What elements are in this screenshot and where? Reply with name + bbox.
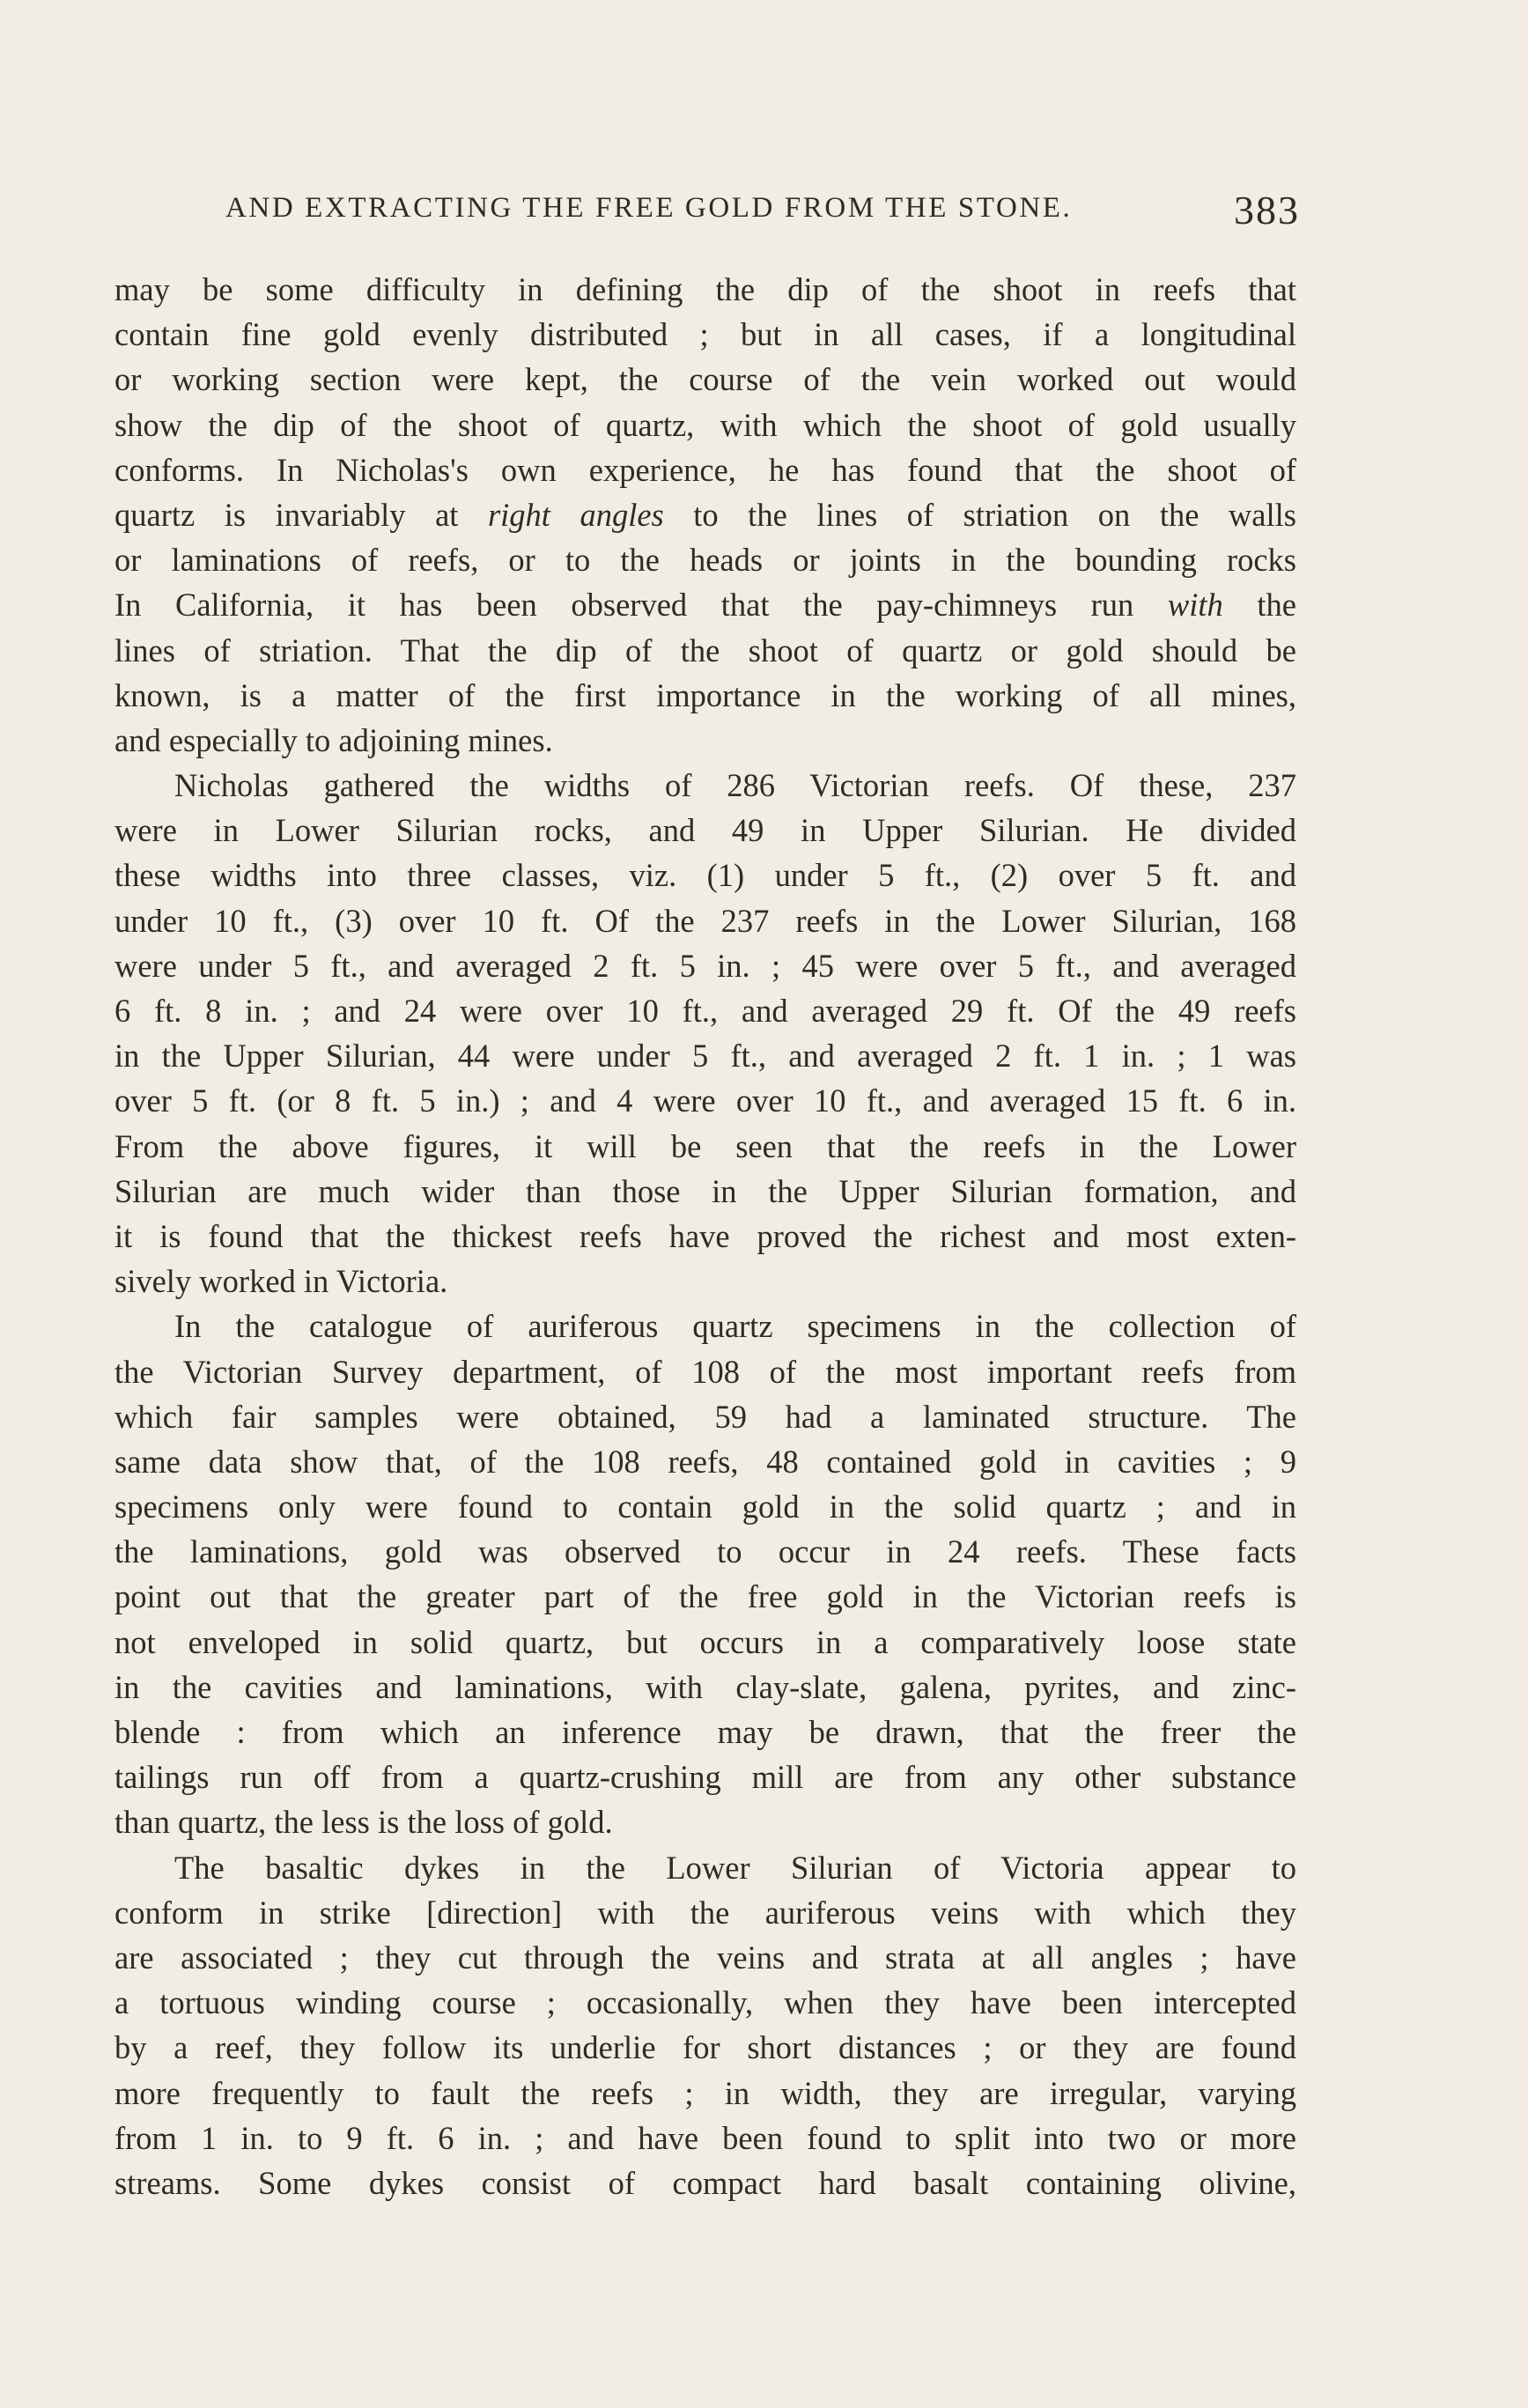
paragraph-start: Nicholas gathered the widths of 286 Victorian reefs. Of these, 237 (174, 767, 1296, 804)
text-line: blende : from which an inference may be drawn, that the freer the (114, 1714, 1296, 1750)
text-line: were under 5 ft., and averaged 2 ft. 5 in. ; 45 were over 5 ft., and averaged (114, 947, 1296, 984)
text-run: In California, it has been observed that the pay-chimneys run (114, 587, 1168, 624)
text-line: these widths into three classes, viz. (1) under 5 ft., (2) over 5 ft. and (114, 857, 1296, 894)
paragraph-start: In the catalogue of auriferous quartz specimens in the collection of (174, 1308, 1296, 1345)
text-line: contain fine gold evenly distributed ; but in all cases, if a longitudinal (114, 316, 1296, 353)
running-title: AND EXTRACTING THE FREE GOLD FROM THE STONE. (225, 192, 1073, 224)
text-line: in the Upper Silurian, 44 were under 5 ft., and averaged 2 ft. 1 in. ; 1 was (114, 1038, 1296, 1075)
text-line: conforms. In Nicholas's own experience, he has found that the shoot of (114, 451, 1296, 488)
text-line: known, is a matter of the first importance in the working of all mines, (114, 676, 1296, 713)
text-line: the Victorian Survey department, of 108 of the most important reefs from (114, 1353, 1296, 1390)
text-line: may be some difficulty in defining the dip of the shoot in reefs that (114, 271, 1296, 307)
text-run: to the lines of striation on the walls (663, 496, 1296, 533)
text-line: sively worked in Victoria. (114, 1263, 448, 1300)
text-line: tailings run off from a quartz-crushing mill are from any other substance (114, 1759, 1296, 1796)
text-line (114, 492, 1296, 537)
text-line: were in Lower Silurian rocks, and 49 in Upper Silurian. He divided (114, 812, 1296, 849)
text-line: more frequently to fault the reefs ; in width, they are irregular, varying (114, 2074, 1296, 2111)
text-line: Silurian are much wider than those in the Upper Silurian formation, and (114, 1172, 1296, 1209)
body-text (114, 267, 1296, 2257)
text-line: than quartz, the less is the loss of gold. (114, 1804, 613, 1841)
text-line: same data show that, of the 108 reefs, 48 contained gold in cavities ; 9 (114, 1443, 1296, 1480)
text-line: show the dip of the shoot of quartz, with which the shoot of gold usually (114, 406, 1296, 443)
text-line: from 1 in. to 9 ft. 6 in. ; and have been found to split into two or more (114, 2119, 1296, 2156)
paragraph-start: The basaltic dykes in the Lower Silurian of Victoria appear to (174, 1849, 1296, 1886)
text-line: lines of striation. That the dip of the shoot of quartz or gold should be (114, 632, 1296, 668)
text-line: conform in strike [direction] with the auriferous veins with which they (114, 1894, 1296, 1931)
text-line: not enveloped in solid quartz, but occurs in a comparatively loose state (114, 1623, 1296, 1660)
page-number: 383 (1234, 188, 1300, 233)
text-line: which fair samples were obtained, 59 had a laminated structure. The (114, 1398, 1296, 1435)
text-run: quartz is invariably at (114, 496, 488, 533)
text-line: or working section were kept, the course of the vein worked out would (114, 361, 1296, 398)
text-line: 6 ft. 8 in. ; and 24 were over 10 ft., and averaged 29 ft. Of the 49 reefs (114, 993, 1296, 1029)
text-line: the laminations, gold was observed to occur in 24 reefs. These facts (114, 1533, 1296, 1570)
text-line: under 10 ft., (3) over 10 ft. Of the 237 reefs in the Lower Silurian, 168 (114, 902, 1296, 939)
text-line: and especially to adjoining mines. (114, 721, 553, 758)
text-line: streams. Some dykes consist of compact hard basalt containing olivine, (114, 2164, 1296, 2201)
text-line: are associated ; they cut through the veins and strata at all angles ; have (114, 1939, 1296, 1976)
text-line: From the above figures, it will be seen that the reefs in the Lower (114, 1127, 1296, 1164)
text-line: over 5 ft. (or 8 ft. 5 in.) ; and 4 were over 10 ft., and averaged 15 ft. 6 in. (114, 1082, 1296, 1119)
text-line: in the cavities and laminations, with clay-slate, galena, pyrites, and zinc- (114, 1668, 1296, 1705)
italic-emphasis: right angles (487, 496, 664, 533)
text-line (114, 582, 1296, 627)
running-head (225, 187, 1300, 240)
text-line: specimens only were found to contain gold in the solid quartz ; and in (114, 1488, 1296, 1525)
text-run: the (1222, 587, 1296, 624)
text-line: a tortuous winding course ; occasionally, when they have been intercepted (114, 1984, 1296, 2021)
text-line: or laminations of reefs, or to the heads or joints in the bounding rocks (114, 542, 1296, 579)
text-line: by a reef, they follow its underlie for short distances ; or they are found (114, 2029, 1296, 2066)
italic-emphasis: with (1167, 587, 1223, 624)
text-line: it is found that the thickest reefs have proved the richest and most exten- (114, 1217, 1296, 1254)
text-line: point out that the greater part of the free gold in the Victorian reefs is (114, 1578, 1296, 1615)
